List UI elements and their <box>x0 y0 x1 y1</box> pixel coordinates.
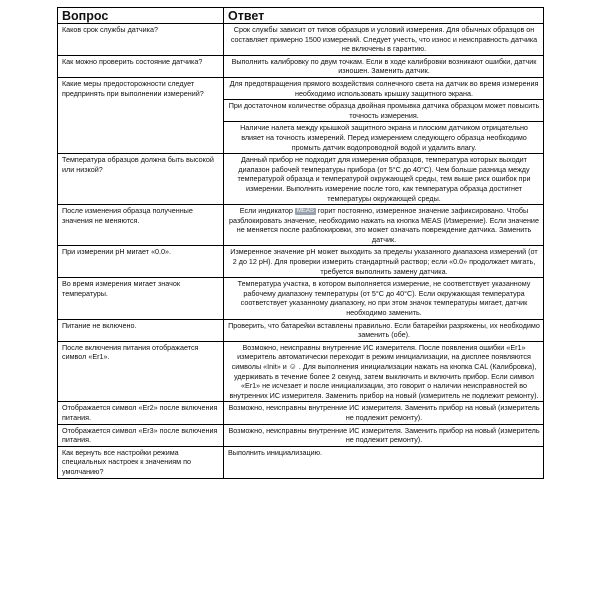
question-cell: Каков срок службы датчика? <box>58 24 224 56</box>
table-row <box>58 77 544 99</box>
table-header-row <box>58 8 544 24</box>
answer-cell: Выполнить инициализацию. <box>224 446 544 478</box>
meas-indicator-icon: MEAS <box>296 207 314 214</box>
question-cell: Отображается символ «Er2» после включения питания. <box>58 402 224 424</box>
question-cell: Температура образцов должна быть высокой или низкой? <box>58 154 224 205</box>
answer-column-header: Ответ <box>224 8 544 24</box>
table-row <box>58 446 544 478</box>
question-cell: Во время измерения мигает значок температуры. <box>58 278 224 319</box>
table-row <box>58 319 544 341</box>
answer-cell: Проверить, что батарейки вставлены правильно. Если батарейки разряжены, их необходимо заменить (обе). <box>224 319 544 341</box>
table-row <box>58 154 544 205</box>
answer-cell <box>224 205 544 246</box>
answer-cell: Возможно, неисправны внутренние ИС измерителя. Заменить прибор на новый (измеритель не подлежит ремонту). <box>224 424 544 446</box>
table-row <box>58 278 544 319</box>
table-row <box>58 424 544 446</box>
question-cell: Питание не включено. <box>58 319 224 341</box>
answer-text-post: горит постоянно, измеренное значение зафиксировано. Чтобы разблокировать значение, необходимо нажать на кнопка MEAS (Измерение). Если значение не меняется после разблокировки, это может означать повреждение датчика. Заменить датчик. <box>229 206 539 244</box>
table-row <box>58 24 544 56</box>
answer-text-post: . Для выполнения инициализации нажать на кнопка CAL (Калибровка), удерживать в течение более 2 секунд, затем выключить и включить прибор. Если символ «Er1» не исчезает и после инициализации, это говорит о наличии неисправностей во внутренних ИС измерителя. Заменить прибор на новый (измеритель не подлежит ремонту). <box>229 362 539 400</box>
table-row <box>58 55 544 77</box>
question-cell: Какие меры предосторожности следует предпринять при выполнении измерений? <box>58 77 224 153</box>
question-cell: После изменения образца полученные значения не меняются. <box>58 205 224 246</box>
question-cell: Как вернуть все настройки режима специальных настроек к значениям по умолчанию? <box>58 446 224 478</box>
answer-cell: Измеренное значение рН может выходить за пределы указанного диапазона измерений (от 2 до 12 рН). Для проверки измерить стандартный раствор; если «0.0» продолжает мигать, требуется выполнить замену датчика. <box>224 246 544 278</box>
faq-table <box>57 7 544 479</box>
question-cell: Отображается символ «Er3» после включения питания. <box>58 424 224 446</box>
table-row <box>58 246 544 278</box>
question-cell: При измерении рН мигает «0.0». <box>58 246 224 278</box>
answer-text-pre: Возможно, неисправны внутренние ИС измерителя. После появления ошибки «Er1» измеритель автоматически переходит в режим инициализации, на дисплее появляются символы «Init» и <box>231 342 531 371</box>
smiley-icon: ☺ <box>288 362 297 371</box>
answer-cell: Выполнить калибровку по двум точкам. Если в ходе калибровки возникают ошибки, датчик изношен. Заменить датчик. <box>224 55 544 77</box>
answer-cell: Наличие налета между крышкой защитного экрана и плоским датчиком отрицательно влияет на точность измерений. Перед измерением следующего образца необходимо промыть датчик водопроводной водой и удалить влагу. <box>224 122 544 154</box>
question-cell: После включения питания отображается символ «Er1». <box>58 341 224 402</box>
answer-cell: Температура участка, в котором выполняется измерение, не соответствует указанному рабочему диапазону температуры (от 5°С до 40°С). Если окружающая температура соответствует указанному диапазону, но при этом значок температуры мигает, датчик необходимо заменить. <box>224 278 544 319</box>
question-cell: Как можно проверить состояние датчика? <box>58 55 224 77</box>
answer-cell <box>224 341 544 402</box>
answer-cell: Возможно, неисправны внутренние ИС измерителя. Заменить прибор на новый (измеритель не подлежит ремонту). <box>224 402 544 424</box>
answer-cell: При достаточном количестве образца двойная промывка датчика образцом может повысить точность измерения. <box>224 100 544 122</box>
table-row <box>58 341 544 402</box>
question-column-header: Вопрос <box>58 8 224 24</box>
answer-text-pre: Если индикатор <box>239 206 293 216</box>
table-row <box>58 402 544 424</box>
table-row <box>58 205 544 246</box>
answer-cell: Для предотвращения прямого воздействия солнечного света на датчик во время измерения необходимо использовать крышку защитного экрана. <box>224 77 544 99</box>
answer-cell: Срок службы зависит от типов образцов и условий измерения. Для обычных образцов он составляет примерно 1500 измерений. Следует учесть, что износ и неисправность датчика не включены в гарантию. <box>224 24 544 56</box>
answer-cell: Данный прибор не подходит для измерения образцов, температура которых выходит диапазон рабочей температуры прибора (от 5°С до 40°С). Чем больше разница между температурой образца и температурой окружающей среды, тем выше риск ошибок при измерении. Выполнить измерение после того, как температура образца достигнет температуры окружающей среды. <box>224 154 544 205</box>
